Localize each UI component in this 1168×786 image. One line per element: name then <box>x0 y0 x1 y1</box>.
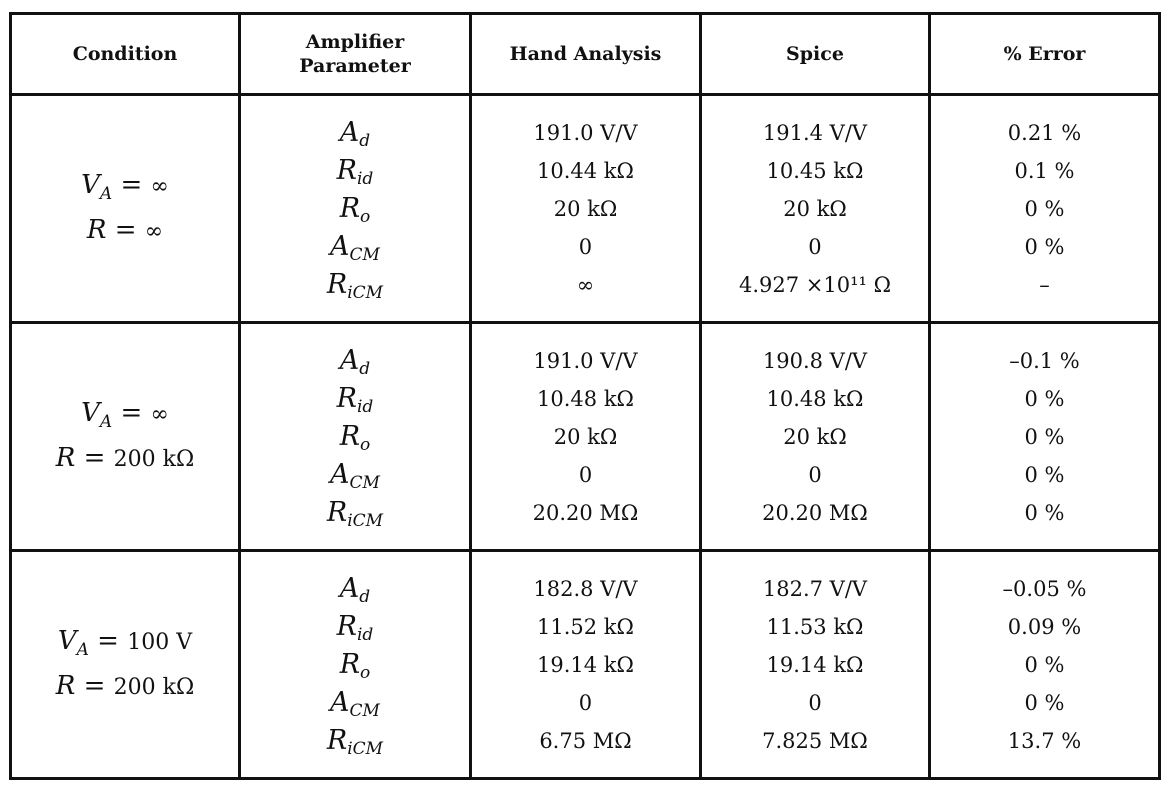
condition-relation: = <box>106 215 145 246</box>
condition-relation: = <box>75 443 114 474</box>
parameter-letter: A <box>339 116 360 148</box>
parameter-subscript: o <box>360 206 371 227</box>
error-value: – <box>1039 272 1050 297</box>
error-cell-stack <box>1003 570 1087 760</box>
hand-analysis-value: 191.0 V/V <box>533 348 638 373</box>
parameter-letter: R <box>339 192 361 224</box>
error-value: 13.7 % <box>1007 728 1082 753</box>
condition-value: ∞ <box>150 401 169 427</box>
header-condition <box>11 14 240 95</box>
parameter-symbol <box>327 684 383 722</box>
parameter-symbol <box>327 456 383 494</box>
parameter-letter: A <box>339 572 360 604</box>
header-row <box>11 14 1160 95</box>
parameter-symbol <box>327 228 383 266</box>
parameter-subscript: d <box>359 586 371 607</box>
hand-analysis-cell <box>471 551 701 779</box>
parameter-symbol <box>327 380 383 418</box>
hand-analysis-value: 6.75 MΩ <box>539 728 632 753</box>
condition-variable: V <box>81 397 100 428</box>
condition-variable: V <box>81 169 100 200</box>
parameter-cell-stack <box>327 342 383 532</box>
error-value: –0.1 % <box>1009 348 1080 373</box>
condition-variable: R <box>55 443 76 474</box>
parameter-subscript: CM <box>349 700 380 721</box>
condition-value: 200 kΩ <box>113 675 195 701</box>
parameter-symbol <box>327 646 383 684</box>
condition-cell <box>11 323 240 551</box>
condition-value: 100 V <box>127 629 193 655</box>
parameter-letter: A <box>339 344 360 376</box>
hand-analysis-value: 20 kΩ <box>553 196 618 221</box>
condition-subscript: A <box>99 412 113 433</box>
parameter-symbol <box>327 190 383 228</box>
spice-value: 4.927 ×10¹¹ Ω <box>738 272 892 297</box>
parameter-symbol <box>327 570 383 608</box>
parameter-symbol <box>327 494 383 532</box>
hand-analysis-value: 20.20 MΩ <box>532 500 639 525</box>
parameter-letter: A <box>330 230 350 262</box>
condition-variable: V <box>57 625 77 656</box>
hand-analysis-cell-stack <box>533 342 639 532</box>
error-value: 0 % <box>1024 196 1065 221</box>
header-condition-label: Condition <box>72 43 178 65</box>
parameter-symbol <box>327 722 383 760</box>
spice-value: 20.20 MΩ <box>762 500 868 525</box>
parameter-subscript: iCM <box>347 510 384 531</box>
hand-analysis-value: 191.0 V/V <box>533 120 638 145</box>
parameter-letter: A <box>330 686 350 718</box>
table-header <box>11 14 1160 95</box>
spice-value: 10.48 kΩ <box>766 386 864 411</box>
hand-analysis-value: 0 <box>578 690 593 715</box>
spice-value: 191.4 V/V <box>762 120 868 145</box>
parameter-symbol <box>327 418 383 456</box>
condition-cell <box>11 95 240 323</box>
parameter-symbol <box>327 608 383 646</box>
error-cell-stack <box>1008 114 1081 304</box>
error-cell <box>930 551 1160 779</box>
header-spice <box>701 14 930 95</box>
condition-variable: R <box>55 671 76 702</box>
results-table <box>9 12 1161 780</box>
parameter-subscript: d <box>359 358 371 379</box>
hand-analysis-cell <box>471 95 701 323</box>
error-value: 0.09 % <box>1007 614 1082 639</box>
table-body <box>11 95 1160 779</box>
spice-value: 0 <box>808 690 822 715</box>
parameter-subscript: o <box>360 662 371 683</box>
error-value: 0.21 % <box>1007 120 1082 145</box>
condition-line <box>12 167 238 212</box>
spice-value: 20 kΩ <box>783 196 847 221</box>
parameter-letter: A <box>330 458 350 490</box>
hand-analysis-cell-stack <box>533 114 637 304</box>
error-cell <box>930 95 1160 323</box>
hand-analysis-value: 0 <box>578 234 593 259</box>
parameter-symbol <box>327 152 383 190</box>
condition-line <box>12 395 238 440</box>
condition-subscript: A <box>99 184 113 205</box>
condition-line <box>12 440 238 478</box>
table-row-group <box>11 323 1160 551</box>
spice-value: 0 <box>808 234 822 259</box>
spice-value: 190.8 V/V <box>762 348 868 373</box>
error-value: 0.1 % <box>1014 158 1075 183</box>
parameter-cell <box>240 323 471 551</box>
spice-cell <box>701 95 930 323</box>
condition-value: ∞ <box>150 173 169 199</box>
hand-analysis-value: 20 kΩ <box>553 424 618 449</box>
error-value: 0 % <box>1024 500 1065 525</box>
header-error-label: % Error <box>1003 43 1086 65</box>
spice-value: 10.45 kΩ <box>766 158 864 183</box>
parameter-letter: R <box>326 268 348 300</box>
parameter-cell <box>240 95 471 323</box>
spice-cell-stack <box>739 114 891 304</box>
table-row-group <box>11 95 1160 323</box>
condition-line <box>12 623 238 668</box>
parameter-symbol <box>327 266 383 304</box>
parameter-cell <box>240 551 471 779</box>
condition-subscript: A <box>76 640 89 661</box>
hand-analysis-cell-stack <box>533 570 637 760</box>
hand-analysis-value: 10.48 kΩ <box>537 386 634 411</box>
parameter-symbol <box>327 114 383 152</box>
parameter-subscript: id <box>357 396 374 417</box>
parameter-subscript: CM <box>349 472 380 493</box>
parameter-subscript: id <box>357 168 374 189</box>
spice-cell <box>701 323 930 551</box>
parameter-letter: R <box>336 610 357 642</box>
parameter-letter: R <box>326 724 348 756</box>
spice-value: 11.53 kΩ <box>766 614 864 639</box>
condition-line <box>12 212 238 250</box>
spice-cell-stack <box>762 342 868 532</box>
parameter-letter: R <box>336 154 357 186</box>
condition-value: 200 kΩ <box>113 447 195 473</box>
error-cell <box>930 323 1160 551</box>
parameter-letter: R <box>339 420 361 452</box>
condition-relation: = <box>112 397 151 428</box>
condition-value: ∞ <box>144 219 164 245</box>
hand-analysis-value: 182.8 V/V <box>533 576 638 601</box>
hand-analysis-value: 0 <box>578 462 593 487</box>
error-value: –0.05 % <box>1002 576 1087 601</box>
error-value: 0 % <box>1024 652 1065 677</box>
hand-analysis-value: ∞ <box>576 272 595 297</box>
parameter-subscript: iCM <box>347 738 384 759</box>
error-value: 0 % <box>1024 386 1065 411</box>
spice-value: 20 kΩ <box>783 424 847 449</box>
header-error <box>930 14 1160 95</box>
condition-relation: = <box>75 671 114 702</box>
parameter-subscript: o <box>360 434 371 455</box>
spice-value: 182.7 V/V <box>762 576 868 601</box>
parameter-subscript: id <box>357 624 374 645</box>
parameter-subscript: CM <box>349 244 380 265</box>
hand-analysis-value: 10.44 kΩ <box>537 158 634 183</box>
header-amplifier-parameter <box>240 14 471 95</box>
error-value: 0 % <box>1024 234 1065 259</box>
spice-value: 0 <box>808 462 822 487</box>
error-cell-stack <box>1009 342 1080 532</box>
spice-cell-stack <box>762 570 868 760</box>
header-hand-label: Hand Analysis <box>509 43 662 65</box>
condition-line <box>12 668 238 706</box>
error-value: 0 % <box>1024 424 1065 449</box>
parameter-subscript: iCM <box>347 282 384 303</box>
header-spice-label: Spice <box>786 43 844 65</box>
spice-value: 7.825 MΩ <box>762 728 868 753</box>
condition-variable: R <box>86 215 107 246</box>
spice-cell <box>701 551 930 779</box>
table-row-group <box>11 551 1160 779</box>
parameter-cell-stack <box>327 114 383 304</box>
parameter-letter: R <box>326 496 348 528</box>
spice-value: 19.14 kΩ <box>766 652 864 677</box>
condition-cell <box>11 551 240 779</box>
header-parameter-line1: Amplifier <box>305 31 405 53</box>
parameter-symbol <box>327 342 383 380</box>
parameter-cell-stack <box>327 570 383 760</box>
hand-analysis-value: 11.52 kΩ <box>537 614 634 639</box>
error-value: 0 % <box>1024 690 1065 715</box>
condition-relation: = <box>88 625 128 656</box>
parameter-subscript: d <box>359 130 371 151</box>
condition-relation: = <box>112 169 151 200</box>
parameter-letter: R <box>339 648 361 680</box>
header-hand-analysis <box>471 14 701 95</box>
hand-analysis-value: 19.14 kΩ <box>537 652 634 677</box>
parameter-letter: R <box>336 382 357 414</box>
hand-analysis-cell <box>471 323 701 551</box>
error-value: 0 % <box>1024 462 1065 487</box>
header-parameter-line2: Parameter <box>299 55 411 77</box>
